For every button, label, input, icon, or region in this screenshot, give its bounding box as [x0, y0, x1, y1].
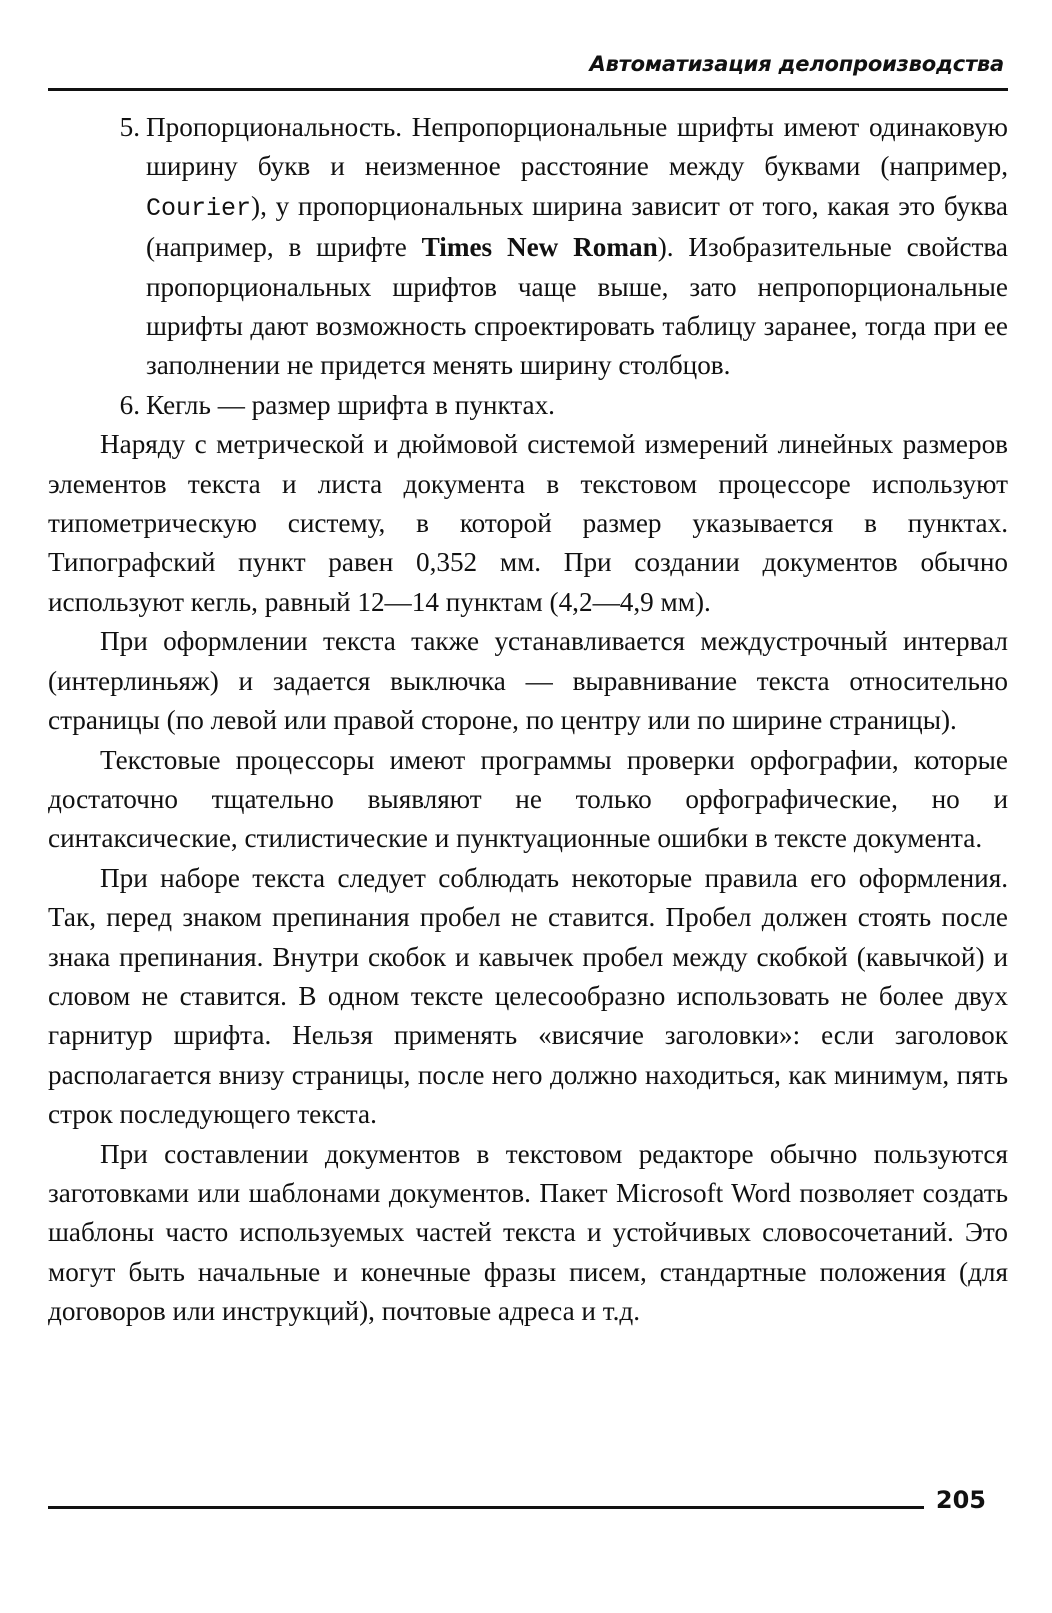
page-number: 205	[935, 1486, 986, 1514]
font-example-courier: Courier	[146, 193, 252, 223]
paragraph: Текстовые процессоры имеют программы проверки орфографии, которые достаточно тщательно выявляют не только орфографические, но и синтаксические, стилистические и пунктуационные ошибки в тексте документа.	[48, 744, 1008, 854]
list-term: Пропорциональность.	[146, 112, 403, 142]
running-title: Автоматизация делопроизводства	[589, 52, 1004, 76]
paragraph: При наборе текста следует соблюдать некоторые правила его оформления. Так, перед знаком препинания пробел не ставится. Пробел должен стоять после знака препинания. Внутри скобок и кавычек пробел между скобкой (кавычкой) и словом не ставится. В одном тексте целесообразно использовать не более двух гарнитур шрифта. Нельзя применять «висячие заголовки»: если заголовок располагается внизу страницы, после него должно находиться, как минимум, пять строк последующего текста.	[48, 862, 1008, 1130]
footer-rule	[48, 1506, 924, 1509]
paragraph: При составлении документов в текстовом редакторе обычно пользуются заготовками или шаблонами документов. Пакет Microsoft Word позволяет создать шаблоны часто используемых частей текста и устойчивых словосочетаний. Это могут быть начальные и конечные фразы писем, стандартные положения (для договоров или инструкций), почтовые адреса и т.д.	[48, 1138, 1008, 1327]
list-text	[146, 108, 1008, 386]
paragraph: Наряду с метрической и дюймовой системой измерений линейных размеров элементов текста и листа документа в текстовом процессоре используют типометрическую систему, в которой размер указывается в пунктах. Типографский пункт равен 0,352 мм. При создании документов обычно используют кегль, равный 12—14 пунктам (4,2—4,9 мм).	[48, 429, 1008, 617]
list-text-part: Непропорциональные шрифты имеют одинаковую ширину букв и неизменное расстояние между буквами (например,	[146, 112, 1008, 182]
list-text-part: ), у пропорциональных ширина зависит от того, какая это буква (например, в шрифте	[146, 190, 1008, 263]
list-item-6	[48, 386, 1008, 425]
list-text-part: ). Изобразительные свойства пропорциональных шрифтов чаще выше, зато непропорциональные шрифты дают возможность спроектировать таблицу заранее, тогда при ее заполнении не придется менять ширину столбцов.	[146, 232, 1008, 381]
page-body	[48, 108, 1008, 1332]
font-example-times: Times New Roman	[421, 232, 658, 263]
page-header	[48, 48, 1008, 91]
list-text: Кегль — размер шрифта в пунктах.	[146, 389, 555, 420]
list-item-5	[48, 108, 1008, 386]
paragraph: При оформлении текста также устанавливается междустрочный интервал (интерлиньяж) и задается выключка — выравнивание текста относительно страницы (по левой или правой стороне, по центру или по ширине страницы).	[48, 626, 1008, 736]
list-number: 6.	[119, 389, 140, 420]
list-number: 5.	[119, 112, 140, 142]
